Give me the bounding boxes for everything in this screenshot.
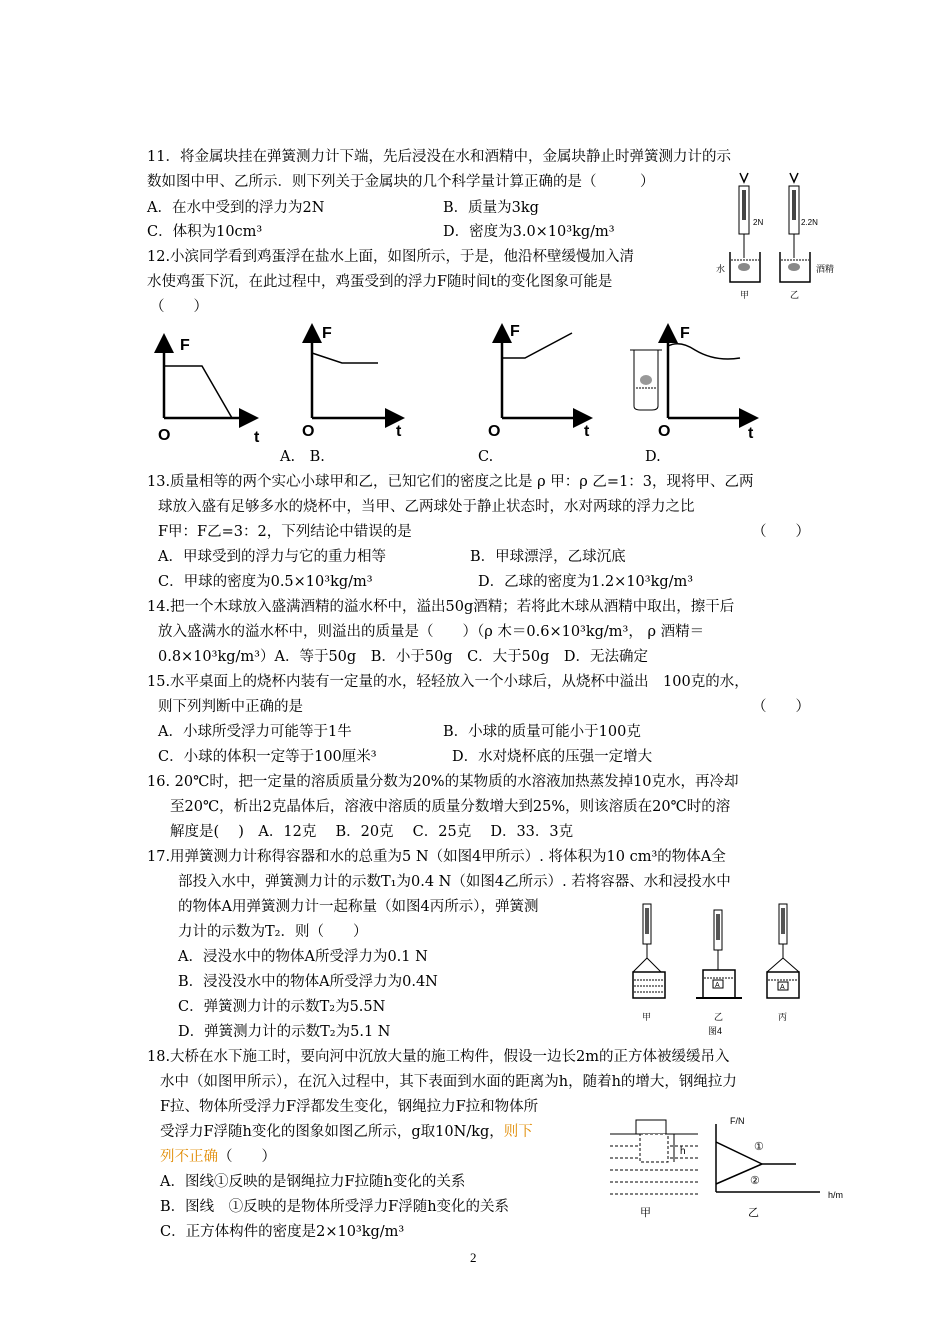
q17-line1: 17.用弹簧测力计称得容器和水的总重为5 N（如图4甲所示）. 将体积为10 cm³的物体A全 (147, 849, 726, 865)
q18-option-c: C．正方体构件的密度是2×10³kg/m³ (160, 1224, 405, 1240)
q11-option-c: C．体积为10cm³ (147, 224, 263, 240)
q12-d-o: O (658, 423, 671, 440)
q18-line4-highlight: 则下 (503, 1124, 533, 1140)
q17-bing-label: 丙 (778, 1012, 788, 1022)
q11-line1: 11．将金属块挂在弹簧测力计下端，先后浸没在水和酒精中，金属块静止时弹簧测力计的示 (147, 149, 731, 165)
q15-option-d: D．水对烧杯底的压强一定增大 (452, 749, 653, 765)
q12-d-t: t (748, 425, 754, 442)
q17-jia-label: 甲 (642, 1012, 652, 1022)
q12-option-d: D. (645, 449, 661, 465)
q17-option-d: D．弹簧测力计的示数T₂为5.1 N (178, 1024, 391, 1040)
q12-b-t: t (396, 423, 402, 440)
q15-option-c: C．小球的体积一定等于100厘米³ (158, 749, 377, 765)
q12-graphs (150, 318, 780, 443)
q13-line1: 13.质量相等的两个实心小球甲和乙，已知它们的密度之比是 ρ 甲：ρ 乙=1：3，现将甲、乙两 (147, 474, 754, 490)
q12-graph-d (630, 325, 754, 442)
q18-h-label: h (680, 1146, 686, 1157)
q11-option-a: A．在水中受到的浮力为2N (147, 200, 325, 216)
q15-option-b: B．小球的质量可能小于100克 (443, 724, 641, 740)
q18-line4 (160, 1122, 533, 1142)
q18-line5 (160, 1147, 276, 1167)
q13-option-a: A．甲球受到的浮力与它的重力相等 (158, 549, 386, 565)
q12-line2: 水使鸡蛋下沉，在此过程中，鸡蛋受到的浮力F随时间t的变化图象可能是 (147, 274, 613, 290)
q15-bracket: （ ） (752, 699, 810, 715)
q11-yi-label: 乙 (790, 290, 800, 300)
q17-yi-label: 乙 (714, 1012, 724, 1022)
q18-xaxis-label: h/m (828, 1190, 844, 1200)
q18-figure-jia (610, 1120, 698, 1219)
q13-line3: F甲：F乙=3：2，下列结论中错误的是 (158, 524, 412, 540)
q18-line1: 18.大桥在水下施工时，要向河中沉放大量的施工构件，假设一边长2m的正方体被缓缓吊入 (147, 1049, 730, 1065)
q18-line3: F拉、物体所受浮力F浮都发生变化，钢绳拉力F拉和物体所 (160, 1099, 539, 1115)
q16-line1: 16. 20℃时，把一定量的溶质质量分数为20%的某物质的水溶液加热蒸发掉10克水，再冷却 (147, 774, 739, 790)
q12-graph-a (158, 337, 260, 443)
q12-c-f: F (510, 323, 520, 340)
q11-figure (712, 170, 852, 305)
q11-option-b: B．质量为3kg (443, 200, 539, 216)
q13-line2: 球放入盛有足够多水的烧杯中，当甲、乙两球处于静止状态时，水对两球的浮力之比 (158, 499, 695, 515)
q18-curve1-label: ① (754, 1141, 764, 1153)
q17-line3: 的物体A用弹簧测力计一起称量（如图4丙所示），弹簧测 (178, 899, 539, 915)
q18-curve2-label: ② (750, 1175, 760, 1187)
q18-line5-highlight: 列不正确 (160, 1149, 218, 1165)
q17-line4: 力计的示数为T₂．则（ ） (178, 924, 368, 940)
q17-option-c: C．弹簧测力计的示数T₂为5.5N (178, 999, 386, 1015)
q12-d-f: F (680, 325, 690, 342)
q15-line2: 则下列判断中正确的是 (158, 699, 303, 715)
q18-figure (600, 1112, 865, 1224)
q17-figure (630, 900, 810, 1040)
q18-yaxis-label: F/N (730, 1116, 745, 1126)
q14-line2: 放入盛满水的溢水杯中，则溢出的质量是（ ）（ρ 木＝0.6×10³kg/m³， ρ 酒精＝ (158, 624, 705, 640)
q11-right-reading: 2.2N (801, 218, 818, 227)
q12-graph-b (302, 325, 402, 440)
page-number: 2 (470, 1250, 477, 1265)
q16-line2: 至20℃，析出2克晶体后，溶液中溶质的质量分数增大到25%，则该溶质在20℃时的溶 (170, 799, 731, 815)
q18-line2: 水中（如图甲所示），在沉入过程中，其下表面到水面的距离为h，随着h的增大，钢绳拉力 (160, 1074, 737, 1090)
q15-line1: 15.水平桌面上的烧杯内装有一定量的水，轻轻放入一个小球后，从烧杯中溢出 100克的水， (147, 674, 749, 690)
q11-option-d: D．密度为3.0×10³kg/m³ (443, 224, 615, 240)
q18-option-b: B．图线 ①反映的是物体所受浮力F浮随h变化的关系 (160, 1199, 510, 1215)
q12-c-o: O (488, 423, 501, 440)
q18-figure-yi (716, 1116, 843, 1219)
q11-jia-label: 甲 (740, 290, 750, 300)
q16-line3: 解度是( ) A．12克 B．20克 C．25克 D．33．3克 (170, 824, 574, 840)
q12-b-f: F (322, 325, 332, 342)
q13-option-b: B．甲球漂浮，乙球沉底 (470, 549, 626, 565)
q12-graph-c (488, 323, 590, 440)
q17-option-a: A．浸没水中的物体A所受浮力为0.1 N (178, 949, 428, 965)
q12-line1: 12.小滨同学看到鸡蛋浮在盐水上面，如图所示，于是，他沿杯壁缓慢加入清 (147, 249, 635, 265)
q12-a-t: t (254, 429, 260, 443)
q13-option-c: C．甲球的密度为0.5×10³kg/m³ (158, 574, 373, 590)
q12-a-f: F (180, 337, 190, 354)
q14-line3: 0.8×10³kg/m³）A．等于50g B．小于50g C．大于50g D．无法确定 (158, 649, 649, 665)
q12-b-o: O (302, 423, 315, 440)
q17-line2: 部投入水中，弹簧测力计的示数T₁为0.4 N（如图4乙所示）. 若将容器、水和浸投水中 (178, 874, 731, 890)
q18-yi-label: 乙 (748, 1207, 759, 1219)
q17-option-b: B．浸没没水中的物体A所受浮力为0.4N (178, 974, 438, 990)
q11-left-reading: 2N (753, 218, 764, 227)
q12-options-ab: A. B. (280, 449, 325, 465)
q12-a-o: O (158, 427, 171, 443)
q18-jia-label: 甲 (640, 1207, 651, 1219)
q12-line3: （ ） (150, 299, 208, 315)
q11-water-label: 水 (716, 264, 726, 274)
q13-option-d: D．乙球的密度为1.2×10³kg/m³ (478, 574, 694, 590)
q12-option-c: C. (478, 449, 494, 465)
q11-line2: 数如图中甲、乙所示．则下列关于金属块的几个科学量计算正确的是（ ） (147, 174, 655, 190)
q18-line5-bracket: （ ） (218, 1149, 276, 1165)
q17-caption: 图4 (708, 1026, 723, 1036)
q12-c-t: t (584, 423, 590, 440)
q14-line1: 14.把一个木球放入盛满酒精的溢水杯中，溢出50g酒精；若将此木球从酒精中取出，擦干后 (147, 599, 735, 615)
q11-alcohol-label: 酒精 (816, 264, 835, 274)
q18-line4-text: 受浮力F浮随h变化的图象如图乙所示，g取10N/kg， (160, 1124, 504, 1140)
q17-label-a-bing: A (780, 984, 785, 991)
q15-option-a: A．小球所受浮力可能等于1牛 (158, 724, 352, 740)
q17-label-a-yi: A (715, 982, 720, 989)
q18-option-a: A．图线①反映的是钢绳拉力F拉随h变化的关系 (160, 1174, 466, 1190)
q13-bracket: （ ） (752, 524, 810, 540)
